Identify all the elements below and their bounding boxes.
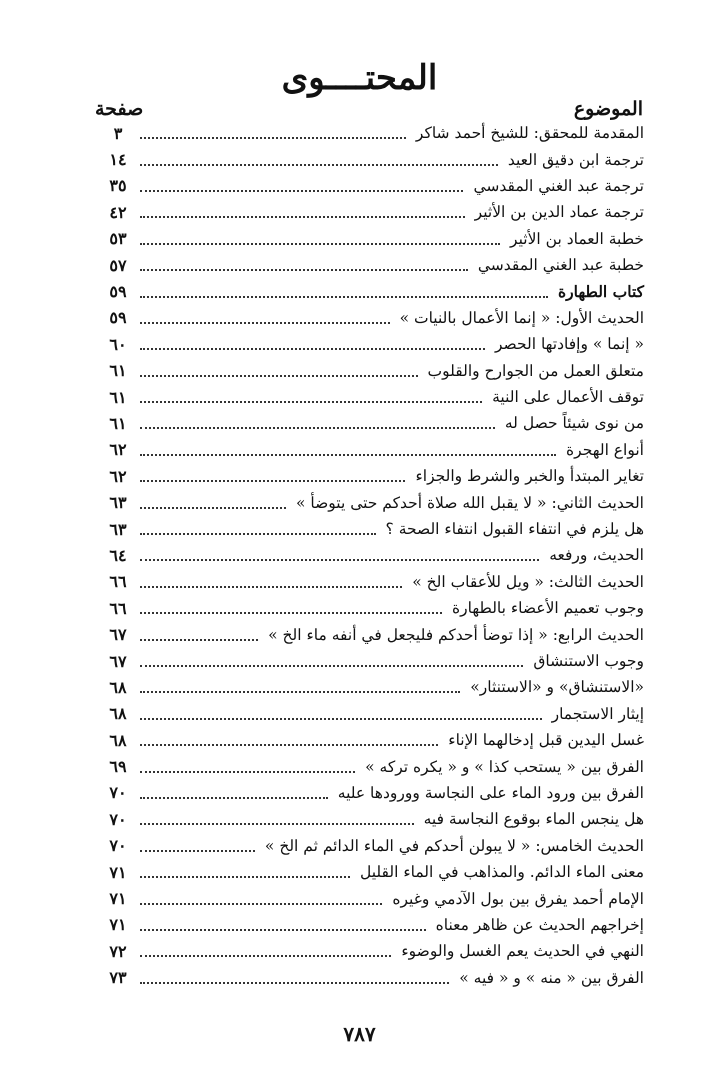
toc-entry-page: ٥٣ bbox=[109, 229, 127, 249]
toc-entry bbox=[100, 806, 644, 832]
toc-entry-page: ٧١ bbox=[109, 889, 127, 909]
toc-entry-title: غسل اليدين قبل إدخالهما الإناء bbox=[448, 731, 644, 750]
toc-entry bbox=[100, 489, 644, 515]
toc-entry-page: ٤٢ bbox=[109, 202, 127, 222]
toc-entry bbox=[100, 674, 644, 700]
toc-entry-page: ٧٠ bbox=[109, 783, 127, 803]
toc-entry-title: الفرق بين « يستحب كذا » و « يكره تركه » bbox=[365, 757, 644, 776]
toc-entry-title: الفرق بين « منه » و « فيه » bbox=[459, 968, 644, 987]
toc-entry-title: الحديث الخامس: « لا يبولن أحدكم في الماء الدائم ثم الخ » bbox=[264, 836, 644, 855]
toc-entry-page: ٦١ bbox=[109, 361, 127, 381]
toc-entry-title: الحديث الرابع: « إذا توضأ أحدكم فليجعل في أنفه ماء الخ » bbox=[268, 625, 644, 644]
toc-entry bbox=[100, 252, 644, 278]
toc-entry-page: ٧٠ bbox=[109, 809, 127, 829]
toc-entry bbox=[100, 173, 644, 199]
toc-entry-title: ترجمة عماد الدين بن الأثير bbox=[474, 203, 644, 222]
toc-entry bbox=[100, 621, 644, 647]
toc-entry-page: ٦٦ bbox=[109, 572, 127, 592]
toc-entry bbox=[100, 938, 644, 964]
toc-entry bbox=[100, 305, 644, 331]
leader-dots bbox=[140, 663, 523, 667]
leader-dots bbox=[140, 346, 485, 350]
leader-dots bbox=[140, 320, 390, 324]
toc-entry-page: ٣ bbox=[113, 123, 123, 143]
toc-entry-page: ٦٠ bbox=[109, 334, 127, 354]
toc-entry-page: ٦٣ bbox=[109, 519, 127, 539]
leader-dots bbox=[140, 241, 500, 245]
toc-entry-page: ٧٣ bbox=[109, 968, 127, 988]
toc-entry bbox=[100, 410, 644, 436]
toc-entry bbox=[100, 358, 644, 384]
toc-entry bbox=[100, 701, 644, 727]
toc-entry-title: الحديث، ورفعه bbox=[549, 546, 644, 565]
toc-entry bbox=[100, 384, 644, 410]
leader-dots bbox=[140, 452, 556, 456]
toc-entry-title: أنواع الهجرة bbox=[566, 440, 644, 459]
toc-entry-page: ١٤ bbox=[109, 150, 127, 170]
leader-dots bbox=[140, 531, 376, 535]
toc-entry-title: متعلق العمل من الجوارح والقلوب bbox=[427, 361, 644, 380]
toc-entry-page: ٦١ bbox=[109, 413, 127, 433]
leader-dots bbox=[140, 373, 418, 377]
toc-entry-title: الفرق بين ورود الماء على النجاسة وورودها عليه bbox=[337, 783, 644, 802]
toc-entry-page: ٥٩ bbox=[109, 282, 127, 302]
toc-entry-page: ٧٢ bbox=[109, 941, 127, 961]
toc-entry bbox=[100, 965, 644, 991]
toc-entry-title: «الاستنشاق» و «الاستنثار» bbox=[470, 678, 644, 697]
toc-entry-page: ٦٣ bbox=[109, 493, 127, 513]
toc-entry-title: تغاير المبتدأ والخبر والشرط والجزاء bbox=[415, 467, 644, 486]
leader-dots bbox=[140, 478, 405, 482]
leader-dots bbox=[140, 769, 355, 773]
toc-entry bbox=[100, 278, 644, 304]
toc-entry bbox=[100, 226, 644, 252]
toc-entry-title: وجوب الاستنشاق bbox=[533, 652, 644, 670]
toc-entry-title: ترجمة ابن دقيق العيد bbox=[507, 150, 644, 169]
leader-dots bbox=[140, 188, 463, 192]
toc-entry-title: إيثار الاستجمار bbox=[551, 704, 644, 723]
toc-entry-title: خطبة العماد بن الأثير bbox=[510, 229, 644, 248]
toc-entry bbox=[100, 780, 644, 806]
toc-entry-title: وجوب تعميم الأعضاء بالطهارة bbox=[452, 599, 644, 618]
leader-dots bbox=[140, 927, 426, 931]
toc-entry bbox=[100, 833, 644, 859]
toc-entry bbox=[100, 727, 644, 753]
topic-column-header: الموضوع bbox=[573, 98, 643, 120]
leader-dots bbox=[140, 214, 465, 218]
leader-dots bbox=[140, 953, 391, 957]
toc-entry bbox=[100, 199, 644, 225]
leader-dots bbox=[140, 821, 414, 825]
page-title: المحتــــوى bbox=[281, 58, 438, 98]
toc-entry bbox=[100, 542, 644, 568]
toc-entry-title: الحديث الثاني: « لا يقبل الله صلاة أحدكم حتى يتوضأ » bbox=[295, 493, 644, 512]
leader-dots bbox=[140, 162, 498, 166]
leader-dots bbox=[140, 874, 350, 878]
toc-entry bbox=[100, 648, 644, 674]
toc-entry-title: توقف الأعمال على النية bbox=[492, 388, 644, 407]
toc-entry-page: ٦٨ bbox=[109, 704, 127, 724]
toc-entry-title: الحديث الثالث: « ويل للأعقاب الخ » bbox=[412, 572, 644, 591]
toc-entry-title: هل يلزم في انتفاء القبول انتفاء الصحة ؟ bbox=[385, 520, 644, 539]
toc-entry bbox=[100, 569, 644, 595]
toc-entry-title: إخراجهم الحديث عن ظاهر معناه bbox=[435, 915, 644, 934]
leader-dots bbox=[140, 980, 449, 984]
toc-entry-title: معنى الماء الدائم. والمذاهب في الماء القليل bbox=[359, 863, 644, 882]
toc-entry-title: الإمام أحمد يفرق بين بول الآدمي وغيره bbox=[392, 889, 644, 908]
toc-entry bbox=[100, 912, 644, 938]
page-number: ٧٨٧ bbox=[343, 1022, 376, 1046]
toc-entry-page: ٦٧ bbox=[109, 625, 127, 645]
toc-entry-title: المقدمة للمحقق: للشيخ أحمد شاكر bbox=[415, 124, 644, 143]
toc-entry-page: ٥٧ bbox=[109, 255, 127, 275]
toc-entry-page: ٦٧ bbox=[109, 651, 127, 671]
leader-dots bbox=[140, 795, 328, 799]
page-column-header: صفحة bbox=[95, 98, 144, 120]
toc-entry-page: ٦٩ bbox=[109, 757, 127, 777]
toc-entry-page: ٦٨ bbox=[109, 677, 127, 697]
toc-entry-title: هل ينجس الماء بوقوع النجاسة فيه bbox=[423, 810, 644, 829]
toc-entry-page: ٧١ bbox=[109, 915, 127, 935]
toc-entry bbox=[100, 859, 644, 885]
leader-dots bbox=[140, 294, 548, 298]
table-of-contents bbox=[100, 120, 644, 991]
toc-entry-page: ٧٠ bbox=[109, 836, 127, 856]
toc-entry bbox=[100, 516, 644, 542]
toc-entry-title: من نوى شيئاً حصل له bbox=[504, 414, 644, 433]
toc-entry-page: ٦٦ bbox=[109, 598, 127, 618]
leader-dots bbox=[140, 689, 460, 693]
toc-entry-page: ٦٢ bbox=[109, 466, 127, 486]
toc-entry-page: ٧١ bbox=[109, 862, 127, 882]
leader-dots bbox=[140, 425, 495, 429]
toc-entry bbox=[100, 437, 644, 463]
leader-dots bbox=[140, 610, 442, 614]
leader-dots bbox=[140, 267, 468, 271]
toc-entry bbox=[100, 331, 644, 357]
leader-dots bbox=[140, 716, 542, 720]
toc-entry bbox=[100, 885, 644, 911]
leader-dots bbox=[140, 901, 382, 905]
toc-entry-page: ٦٨ bbox=[109, 730, 127, 750]
leader-dots bbox=[140, 399, 482, 403]
leader-dots bbox=[140, 742, 438, 746]
toc-entry-page: ٥٩ bbox=[109, 308, 127, 328]
toc-entry-title: النهي في الحديث يعم الغسل والوضوء bbox=[401, 942, 644, 961]
toc-entry bbox=[100, 120, 644, 146]
leader-dots bbox=[140, 135, 406, 139]
toc-entry-title: ترجمة عبد الغني المقدسي bbox=[473, 176, 644, 195]
toc-entry-title: الحديث الأول: « إنما الأعمال بالنيات » bbox=[399, 308, 644, 327]
leader-dots bbox=[140, 505, 286, 509]
toc-entry bbox=[100, 463, 644, 489]
leader-dots bbox=[140, 557, 539, 561]
leader-dots bbox=[140, 848, 255, 852]
toc-entry-title: خطبة عبد الغني المقدسي bbox=[477, 256, 644, 275]
toc-entry-page: ٦٢ bbox=[109, 440, 127, 460]
toc-entry-title: « إنما » وإفادتها الحصر bbox=[494, 335, 644, 354]
toc-entry-page: ٦١ bbox=[109, 387, 127, 407]
leader-dots bbox=[140, 637, 258, 641]
leader-dots bbox=[140, 584, 402, 588]
toc-entry-page: ٦٤ bbox=[109, 545, 127, 565]
toc-entry bbox=[100, 595, 644, 621]
toc-entry bbox=[100, 753, 644, 779]
toc-entry-page: ٣٥ bbox=[109, 176, 127, 196]
toc-entry-title: كتاب الطهارة bbox=[558, 282, 644, 302]
toc-entry bbox=[100, 146, 644, 172]
